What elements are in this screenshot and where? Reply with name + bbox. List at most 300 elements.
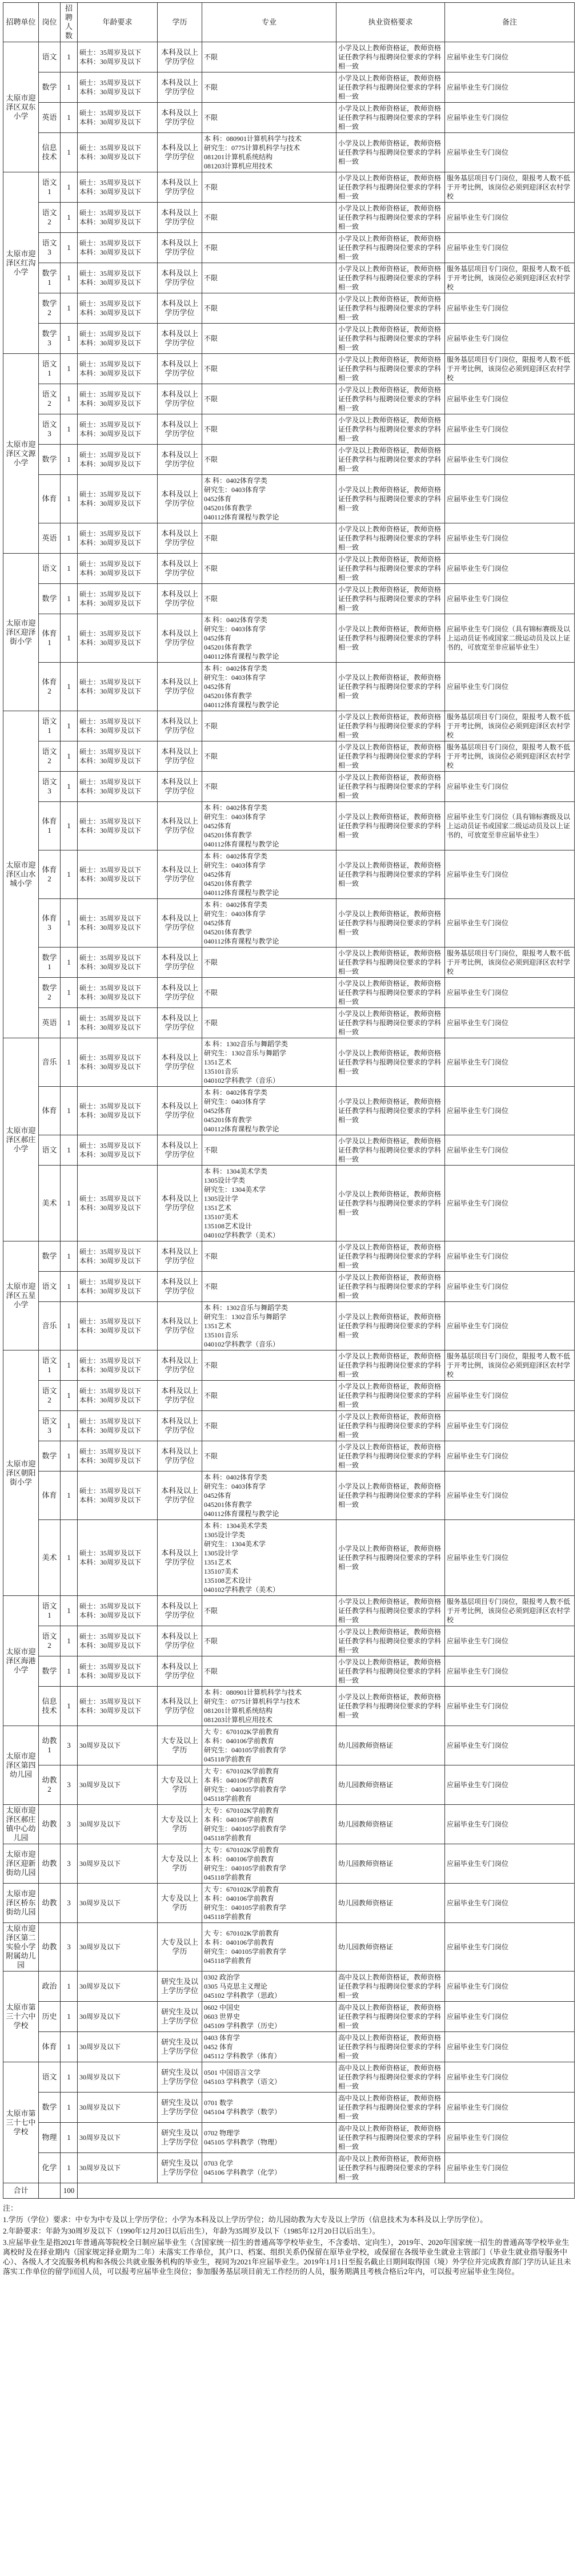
- major-cell: 本 科：0402体育学类 研究生：0403体育学 0452体育 045201体育教学 040112体育课程与教学论: [202, 475, 336, 523]
- count-cell: 1: [61, 614, 78, 663]
- age-cell: 30周岁及以下: [78, 2123, 158, 2153]
- count-cell: 1: [61, 2123, 78, 2153]
- age-cell: 硕士：35周岁及以下 本科：30周岁及以下: [78, 475, 158, 523]
- count-cell: 1: [61, 772, 78, 802]
- age-cell: 硕士：35周岁及以下 本科：30周岁及以下: [78, 948, 158, 978]
- cert-cell: 小学及以上教师资格证，教师资格证任教学科与报聘岗位要求的学科相一致: [336, 133, 445, 172]
- note-cell: 应届毕业生专门岗位: [445, 1805, 575, 1844]
- count-cell: 1: [61, 554, 78, 584]
- table-row: [3, 554, 575, 584]
- major-cell: 不限: [202, 1656, 336, 1687]
- count-cell: 1: [61, 1626, 78, 1656]
- age-cell: 硕士：35周岁及以下 本科：30周岁及以下: [78, 850, 158, 899]
- age-cell: 硕士：35周岁及以下 本科：30周岁及以下: [78, 1687, 158, 1726]
- major-cell: 本 科：1302音乐与舞蹈学类 研究生：1302音乐与舞蹈学 1351艺术 135101音乐 040102学科教学（音乐）: [202, 1302, 336, 1351]
- note-cell: 服务基层项目专门岗位，限报考人数不低于开考比例，该岗位必须到迎泽区农村学校: [445, 172, 575, 203]
- post-cell: 体育: [39, 1087, 61, 1135]
- unit-cell: 太原市迎泽区第二实验小学附属幼儿园: [3, 1923, 39, 1972]
- post-cell: 数学: [39, 1656, 61, 1687]
- major-cell: 本 科：1304美术学类 1305设计学类 研究生：1304美术学 1305设计学 1351艺术 135107美术 135108艺术设计 040102学科教学（美术）: [202, 1520, 336, 1596]
- edu-cell: 本科及以上 学历学位: [158, 293, 202, 324]
- cert-cell: 幼儿园教师资格证: [336, 1884, 445, 1923]
- post-cell: 语文: [39, 1272, 61, 1302]
- age-cell: 30周岁及以下: [78, 1805, 158, 1844]
- edu-cell: 本科及以上 学历学位: [158, 233, 202, 263]
- note-cell: 应届毕业生专门岗位: [445, 1008, 575, 1038]
- table-row: [3, 1087, 575, 1135]
- table-row: [3, 2093, 575, 2123]
- table-row: [3, 293, 575, 324]
- unit-cell: 太原市迎泽区迎新街幼儿园: [3, 1844, 39, 1884]
- major-cell: 不限: [202, 445, 336, 475]
- table-row: [3, 1626, 575, 1656]
- count-cell: 1: [61, 584, 78, 614]
- major-cell: 0403 体育学 0452 体育 045112 学科教学（体育）: [202, 2032, 336, 2062]
- table-row: [3, 2123, 575, 2153]
- cert-cell: 小学及以上教师资格证，教师资格证任教学科与报聘岗位要求的学科相一致: [336, 711, 445, 741]
- header-cell: 备注: [445, 3, 575, 42]
- cert-cell: 小学及以上教师资格证，教师资格证任教学科与报聘岗位要求的学科相一致: [336, 324, 445, 354]
- cert-cell: 高中及以上教师资格证，教师资格证任教学科与报聘岗位要求的学科相一致: [336, 2032, 445, 2062]
- post-cell: 化学: [39, 2153, 61, 2183]
- table-row: [3, 133, 575, 172]
- count-cell: 3: [61, 1923, 78, 1972]
- post-cell: 数学: [39, 1241, 61, 1272]
- edu-cell: 本科及以上 学历学位: [158, 203, 202, 233]
- post-cell: 体育: [39, 475, 61, 523]
- major-cell: 不限: [202, 263, 336, 293]
- header-cell: 招聘人数: [61, 3, 78, 42]
- unit-cell: 太原市迎泽区五星小学: [3, 1241, 39, 1351]
- post-cell: 语文: [39, 42, 61, 72]
- table-row: [3, 1972, 575, 2002]
- edu-cell: 本科及以上 学历学位: [158, 133, 202, 172]
- age-cell: 硕士：35周岁及以下 本科：30周岁及以下: [78, 614, 158, 663]
- major-cell: 大 专：670102K学前教育 本 科：040106学前教育 研究生：040105学前教育学 045118学前教育: [202, 1805, 336, 1844]
- count-cell: 1: [61, 1241, 78, 1272]
- note-cell: 应届毕业生专门岗位: [445, 133, 575, 172]
- cert-cell: 小学及以上教师资格证，教师资格证任教学科与报聘岗位要求的学科相一致: [336, 233, 445, 263]
- post-cell: 历史: [39, 2002, 61, 2032]
- cert-cell: 小学及以上教师资格证，教师资格证任教学科与报聘岗位要求的学科相一致: [336, 584, 445, 614]
- cert-cell: 小学及以上教师资格证，教师资格证任教学科与报聘岗位要求的学科相一致: [336, 741, 445, 772]
- cert-cell: 小学及以上教师资格证，教师资格证任教学科与报聘岗位要求的学科相一致: [336, 475, 445, 523]
- major-cell: 不限: [202, 554, 336, 584]
- edu-cell: 研究生及以上学历学位: [158, 2032, 202, 2062]
- post-cell: 体育1: [39, 802, 61, 850]
- age-cell: 30周岁及以下: [78, 1844, 158, 1884]
- note-cell: 应届毕业生专门岗位: [445, 1687, 575, 1726]
- age-cell: 硕士：35周岁及以下 本科：30周岁及以下: [78, 978, 158, 1008]
- age-cell: 30周岁及以下: [78, 1765, 158, 1805]
- unit-cell: 太原市迎泽区山水城小学: [3, 711, 39, 1038]
- post-cell: 体育3: [39, 899, 61, 948]
- cert-cell: 幼儿园教师资格证: [336, 1765, 445, 1805]
- post-cell: 美术: [39, 1520, 61, 1596]
- major-cell: 大 专：670102K学前教育 本 科：040106学前教育 研究生：040105学前教育学 045118学前教育: [202, 1726, 336, 1765]
- cert-cell: 高中及以上教师资格证，教师资格证任教学科与报聘岗位要求的学科相一致: [336, 2093, 445, 2123]
- age-cell: 硕士：35周岁及以下 本科：30周岁及以下: [78, 1008, 158, 1038]
- edu-cell: 本科及以上 学历学位: [158, 354, 202, 384]
- age-cell: 30周岁及以下: [78, 2062, 158, 2093]
- table-row: [3, 899, 575, 948]
- post-cell: 数学: [39, 2093, 61, 2123]
- major-cell: 不限: [202, 1272, 336, 1302]
- cert-cell: 小学及以上教师资格证，教师资格证任教学科与报聘岗位要求的学科相一致: [336, 1411, 445, 1441]
- note-cell: 应届毕业生专门岗位: [445, 1302, 575, 1351]
- count-cell: 3: [61, 1726, 78, 1765]
- unit-cell: 太原市迎泽区红沟小学: [3, 172, 39, 354]
- count-cell: 1: [61, 1166, 78, 1241]
- major-cell: 0501 中国语言文学 045103 学科教学（语文）: [202, 2062, 336, 2093]
- age-cell: 硕士：35周岁及以下 本科：30周岁及以下: [78, 663, 158, 711]
- table-row: [3, 72, 575, 103]
- count-cell: 1: [61, 293, 78, 324]
- major-cell: 大 专：670102K学前教育 本 科：040106学前教育 研究生：040105学前教育学 045118学前教育: [202, 1884, 336, 1923]
- age-cell: 硕士：35周岁及以下 本科：30周岁及以下: [78, 772, 158, 802]
- table-row: [3, 2062, 575, 2093]
- table-row: [3, 948, 575, 978]
- edu-cell: 本科及以上 学历学位: [158, 1008, 202, 1038]
- major-cell: 不限: [202, 1441, 336, 1472]
- major-cell: 不限: [202, 324, 336, 354]
- cert-cell: 小学及以上教师资格证，教师资格证任教学科与报聘岗位要求的学科相一致: [336, 384, 445, 414]
- post-cell: 信息技术: [39, 133, 61, 172]
- post-cell: 数学: [39, 445, 61, 475]
- table-row: [3, 2153, 575, 2183]
- table-row: [3, 1351, 575, 1381]
- edu-cell: 本科及以上 学历学位: [158, 711, 202, 741]
- total-count: 100: [61, 2183, 78, 2199]
- note-cell: 应届毕业生专门岗位: [445, 414, 575, 445]
- edu-cell: 研究生及以上学历学位: [158, 1972, 202, 2002]
- age-cell: 硕士：35周岁及以下 本科：30周岁及以下: [78, 1381, 158, 1411]
- table-row: [3, 1038, 575, 1087]
- post-cell: 语文3: [39, 772, 61, 802]
- cert-cell: 小学及以上教师资格证，教师资格证任教学科与报聘岗位要求的学科相一致: [336, 445, 445, 475]
- major-cell: 本 科：080901计算机科学与技术 研究生：0775计算机科学与技术 081201计算机系统结构 081203计算机应用技术: [202, 133, 336, 172]
- count-cell: 1: [61, 2093, 78, 2123]
- table-row: [3, 1272, 575, 1302]
- table-row: [3, 384, 575, 414]
- age-cell: 硕士：35周岁及以下 本科：30周岁及以下: [78, 133, 158, 172]
- post-cell: 体育2: [39, 663, 61, 711]
- post-cell: 语文1: [39, 1351, 61, 1381]
- note-cell: 应届毕业生专门岗位: [445, 772, 575, 802]
- post-cell: 体育2: [39, 850, 61, 899]
- count-cell: 3: [61, 1844, 78, 1884]
- age-cell: 硕士：35周岁及以下 本科：30周岁及以下: [78, 1441, 158, 1472]
- count-cell: 1: [61, 354, 78, 384]
- note-cell: 应届毕业生专门岗位: [445, 584, 575, 614]
- edu-cell: 研究生及以上学历学位: [158, 2153, 202, 2183]
- edu-cell: 本科及以上 学历学位: [158, 1441, 202, 1472]
- major-cell: 不限: [202, 1596, 336, 1626]
- cert-cell: 小学及以上教师资格证，教师资格证任教学科与报聘岗位要求的学科相一致: [336, 42, 445, 72]
- table-row: [3, 1381, 575, 1411]
- total-label: 合计: [3, 2183, 39, 2199]
- cert-cell: 幼儿园教师资格证: [336, 1923, 445, 1972]
- major-cell: 不限: [202, 203, 336, 233]
- post-cell: 语文1: [39, 711, 61, 741]
- major-cell: 本 科：0402体育学类 研究生：0403体育学 0452体育 045201体育教学 040112体育课程与教学论: [202, 802, 336, 850]
- age-cell: 硕士：35周岁及以下 本科：30周岁及以下: [78, 1411, 158, 1441]
- major-cell: 0702 物理学 045105 学科教学（物理）: [202, 2123, 336, 2153]
- major-cell: 不限: [202, 1351, 336, 1381]
- cert-cell: 高中及以上教师资格证，教师资格证任教学科与报聘岗位要求的学科相一致: [336, 2123, 445, 2153]
- count-cell: 1: [61, 1302, 78, 1351]
- post-cell: 信息技术: [39, 1687, 61, 1726]
- edu-cell: 本科及以上 学历学位: [158, 1656, 202, 1687]
- note-cell: 服务基层项目专门岗位，限报考人数不低于开考比例，该岗位必须到迎泽区农村学校: [445, 711, 575, 741]
- age-cell: 硕士：35周岁及以下 本科：30周岁及以下: [78, 384, 158, 414]
- note-cell: 应届毕业生专门岗位: [445, 850, 575, 899]
- count-cell: 1: [61, 103, 78, 133]
- age-cell: 硕士：35周岁及以下 本科：30周岁及以下: [78, 899, 158, 948]
- note-cell: 应届毕业生专门岗位: [445, 523, 575, 554]
- post-cell: 幼教: [39, 1844, 61, 1884]
- table-row: [3, 1596, 575, 1626]
- note-cell: 服务基层项目专门岗位，限报考人数不低于开考比例，该岗位必须到迎泽区农村学校: [445, 354, 575, 384]
- age-cell: 硕士：35周岁及以下 本科：30周岁及以下: [78, 203, 158, 233]
- major-cell: 不限: [202, 1241, 336, 1272]
- post-cell: 语文: [39, 1135, 61, 1166]
- note-cell: 应届毕业生专门岗位: [445, 1411, 575, 1441]
- unit-cell: 太原市迎泽区文源小学: [3, 354, 39, 554]
- edu-cell: 本科及以上 学历学位: [158, 978, 202, 1008]
- post-cell: 语文2: [39, 741, 61, 772]
- count-cell: 3: [61, 1765, 78, 1805]
- post-cell: 幼教2: [39, 1765, 61, 1805]
- post-cell: 数学2: [39, 978, 61, 1008]
- age-cell: 30周岁及以下: [78, 2153, 158, 2183]
- count-cell: 1: [61, 172, 78, 203]
- footnote-line: 3.应届毕业生是指2021年普通高等院校全日制应届毕业生（含国家统一招生的普通高等学校毕业生，不含委培、定向生），2019年、2020年国家统一招生的普通高等学校毕业生离校时及在择业期内（国家规定择业期为二年）未落实工作单位，其户口、档案、组织关系仍保留在原毕业学校，或保留在各级毕业生就业主管部门（毕业生就业指导服务中心）、各级人才交流服务机构和各级公共就业服务机构的毕业生，视同为2021年应届毕业生。2019年1月1日至报名截止日期间取得国（境）外学位并完成教育部门学历认证且未落实工作单位的留学回国人员，可以报考应届毕业生岗位；参加服务基层项目前无工作经历的人员，服务期满且考核合格后2年内，可以报考应届毕业生岗位。: [3, 2238, 571, 2276]
- post-cell: 语文2: [39, 203, 61, 233]
- note-cell: 应届毕业生专门岗位: [445, 1381, 575, 1411]
- count-cell: 1: [61, 475, 78, 523]
- edu-cell: 本科及以上 学历学位: [158, 772, 202, 802]
- major-cell: 不限: [202, 354, 336, 384]
- note-cell: 应届毕业生专门岗位: [445, 1038, 575, 1087]
- cert-cell: 小学及以上教师资格证，教师资格证任教学科与报聘岗位要求的学科相一致: [336, 1272, 445, 1302]
- major-cell: 本 科：0402体育学类 研究生：0403体育学 0452体育 045201体育教学 040112体育课程与教学论: [202, 663, 336, 711]
- cert-cell: 小学及以上教师资格证，教师资格证任教学科与报聘岗位要求的学科相一致: [336, 293, 445, 324]
- edu-cell: 本科及以上 学历学位: [158, 324, 202, 354]
- major-cell: 本 科：0402体育学类 研究生：0403体育学 0452体育 045201体育教学 040112体育课程与教学论: [202, 850, 336, 899]
- cert-cell: 小学及以上教师资格证，教师资格证任教学科与报聘岗位要求的学科相一致: [336, 414, 445, 445]
- age-cell: 硕士：35周岁及以下 本科：30周岁及以下: [78, 1166, 158, 1241]
- note-cell: 应届毕业生专门岗位: [445, 1656, 575, 1687]
- edu-cell: 本科及以上 学历学位: [158, 1087, 202, 1135]
- table-row: [3, 324, 575, 354]
- edu-cell: 本科及以上 学历学位: [158, 523, 202, 554]
- note-cell: 应届毕业生专门岗位: [445, 293, 575, 324]
- age-cell: 30周岁及以下: [78, 2002, 158, 2032]
- major-cell: 不限: [202, 523, 336, 554]
- major-cell: 大 专：670102K学前教育 本 科：040106学前教育 研究生：040105学前教育学 045118学前教育: [202, 1765, 336, 1805]
- table-row: [3, 1765, 575, 1805]
- table-row: [3, 1166, 575, 1241]
- count-cell: 1: [61, 1687, 78, 1726]
- count-cell: 3: [61, 1884, 78, 1923]
- table-row: [3, 475, 575, 523]
- major-cell: 不限: [202, 1135, 336, 1166]
- major-cell: 本 科：0402体育学类 研究生：0403体育学 0452体育 045201体育教学 040112体育课程与教学论: [202, 899, 336, 948]
- cert-cell: 小学及以上教师资格证，教师资格证任教学科与报聘岗位要求的学科相一致: [336, 1008, 445, 1038]
- major-cell: 不限: [202, 414, 336, 445]
- post-cell: 数学2: [39, 293, 61, 324]
- post-cell: 数学: [39, 1441, 61, 1472]
- age-cell: 硕士：35周岁及以下 本科：30周岁及以下: [78, 1302, 158, 1351]
- table-row: [3, 1884, 575, 1923]
- major-cell: 本 科：0402体育学类 研究生：0403体育学 0452体育 045201体育教学 040112体育课程与教学论: [202, 614, 336, 663]
- edu-cell: 大专及以上学历: [158, 1805, 202, 1844]
- edu-cell: 大专及以上学历: [158, 1844, 202, 1884]
- table-row: [3, 1805, 575, 1844]
- cert-cell: 小学及以上教师资格证，教师资格证任教学科与报聘岗位要求的学科相一致: [336, 1520, 445, 1596]
- table-row: [3, 978, 575, 1008]
- note-cell: 服务基层项目专门岗位，限报考人数不低于开考比例，该岗位必须到迎泽区农村学校: [445, 741, 575, 772]
- cert-cell: 小学及以上教师资格证，教师资格证任教学科与报聘岗位要求的学科相一致: [336, 1166, 445, 1241]
- note-cell: 服务基层项目专门岗位，限报考人数不低于开考比例，该岗位必须到迎泽区农村学校: [445, 1596, 575, 1626]
- cert-cell: 幼儿园教师资格证: [336, 1844, 445, 1884]
- note-cell: 应届毕业生专门岗位: [445, 475, 575, 523]
- age-cell: 硕士：35周岁及以下 本科：30周岁及以下: [78, 1241, 158, 1272]
- table-row: [3, 1135, 575, 1166]
- post-cell: 语文2: [39, 384, 61, 414]
- note-cell: 应届毕业生专门岗位: [445, 1923, 575, 1972]
- age-cell: 硕士：35周岁及以下 本科：30周岁及以下: [78, 414, 158, 445]
- edu-cell: 本科及以上 学历学位: [158, 741, 202, 772]
- table-row: [3, 802, 575, 850]
- cert-cell: 小学及以上教师资格证，教师资格证任教学科与报聘岗位要求的学科相一致: [336, 1087, 445, 1135]
- count-cell: 1: [61, 1351, 78, 1381]
- edu-cell: 研究生及以上学历学位: [158, 2093, 202, 2123]
- post-cell: 音乐: [39, 1038, 61, 1087]
- table-row: [3, 614, 575, 663]
- cert-cell: 小学及以上教师资格证，教师资格证任教学科与报聘岗位要求的学科相一致: [336, 1381, 445, 1411]
- cert-cell: 小学及以上教师资格证，教师资格证任教学科与报聘岗位要求的学科相一致: [336, 1241, 445, 1272]
- note-cell: 应届毕业生专门岗位: [445, 1844, 575, 1884]
- count-cell: 1: [61, 1520, 78, 1596]
- major-cell: 不限: [202, 103, 336, 133]
- count-cell: 1: [61, 414, 78, 445]
- age-cell: 硕士：35周岁及以下 本科：30周岁及以下: [78, 1351, 158, 1381]
- cert-cell: 高中及以上教师资格证，教师资格证任教学科与报聘岗位要求的学科相一致: [336, 1972, 445, 2002]
- cert-cell: 高中及以上教师资格证，教师资格证任教学科与报聘岗位要求的学科相一致: [336, 2062, 445, 2093]
- edu-cell: 大专及以上学历: [158, 1884, 202, 1923]
- count-cell: 1: [61, 741, 78, 772]
- post-cell: 幼教1: [39, 1726, 61, 1765]
- major-cell: 不限: [202, 1411, 336, 1441]
- age-cell: 硕士：35周岁及以下 本科：30周岁及以下: [78, 1626, 158, 1656]
- major-cell: 0302 政治学 0305 马克思主义理论 045102 学科教学（思政）: [202, 1972, 336, 2002]
- major-cell: 不限: [202, 384, 336, 414]
- age-cell: 硕士：35周岁及以下 本科：30周岁及以下: [78, 1135, 158, 1166]
- age-cell: 硕士：35周岁及以下 本科：30周岁及以下: [78, 802, 158, 850]
- total-empty-cell: [39, 2183, 61, 2199]
- major-cell: 不限: [202, 584, 336, 614]
- total-filler-cell: [78, 2183, 575, 2199]
- cert-cell: 小学及以上教师资格证，教师资格证任教学科与报聘岗位要求的学科相一致: [336, 1687, 445, 1726]
- cert-cell: 小学及以上教师资格证，教师资格证任教学科与报聘岗位要求的学科相一致: [336, 1472, 445, 1520]
- count-cell: 1: [61, 1441, 78, 1472]
- note-cell: 应届毕业生专门岗位: [445, 2032, 575, 2062]
- table-row: [3, 1441, 575, 1472]
- footnote-line: 2.年龄要求：年龄为30周岁及以下（1990年12月20日以后出生），年龄为35周岁及以下（1985年12月20日以后出生）。: [3, 2227, 380, 2235]
- note-cell: 应届毕业生专门岗位: [445, 1241, 575, 1272]
- post-cell: 数学1: [39, 948, 61, 978]
- major-cell: 不限: [202, 233, 336, 263]
- count-cell: 1: [61, 1656, 78, 1687]
- unit-cell: 太原市第三十六中学校: [3, 1972, 39, 2062]
- edu-cell: 研究生及以上学历学位: [158, 2002, 202, 2032]
- post-cell: 数学: [39, 72, 61, 103]
- post-cell: 英语: [39, 1008, 61, 1038]
- post-cell: 语文3: [39, 414, 61, 445]
- note-cell: 服务基层项目专门岗位，限报考人数不低于开考比例，该岗位必须到迎泽区农村学校: [445, 1351, 575, 1381]
- edu-cell: 本科及以上 学历学位: [158, 802, 202, 850]
- edu-cell: 研究生及以上学历学位: [158, 2062, 202, 2093]
- note-cell: 应届毕业生专门岗位: [445, 1520, 575, 1596]
- footnotes: [3, 2203, 574, 2276]
- note-cell: 应届毕业生专门岗位: [445, 1135, 575, 1166]
- age-cell: 30周岁及以下: [78, 2032, 158, 2062]
- edu-cell: 本科及以上 学历学位: [158, 663, 202, 711]
- count-cell: 1: [61, 2032, 78, 2062]
- age-cell: 30周岁及以下: [78, 1923, 158, 1972]
- major-cell: 不限: [202, 42, 336, 72]
- cert-cell: 高中及以上教师资格证，教师资格证任教学科与报聘岗位要求的学科相一致: [336, 2153, 445, 2183]
- major-cell: 不限: [202, 72, 336, 103]
- post-cell: 英语: [39, 103, 61, 133]
- table-row: [3, 414, 575, 445]
- post-cell: 数学3: [39, 324, 61, 354]
- table-row: [3, 523, 575, 554]
- post-cell: 幼教: [39, 1884, 61, 1923]
- table-row: [3, 1008, 575, 1038]
- count-cell: 1: [61, 523, 78, 554]
- cert-cell: 幼儿园教师资格证: [336, 1805, 445, 1844]
- table-row: [3, 772, 575, 802]
- major-cell: 本 科：0402体育学类 研究生：0403体育学 0452体育 045201体育教学 040112体育课程与教学论: [202, 1472, 336, 1520]
- count-cell: 1: [61, 263, 78, 293]
- edu-cell: 本科及以上 学历学位: [158, 445, 202, 475]
- major-cell: 本 科：1302音乐与舞蹈学类 研究生：1302音乐与舞蹈学 1351艺术 135101音乐 040102学科教学（音乐）: [202, 1038, 336, 1087]
- count-cell: 1: [61, 1472, 78, 1520]
- major-cell: 大 专：670102K学前教育 本 科：040106学前教育 研究生：040105学前教育学 045118学前教育: [202, 1844, 336, 1884]
- post-cell: 体育: [39, 1472, 61, 1520]
- edu-cell: 本科及以上 学历学位: [158, 1038, 202, 1087]
- cert-cell: 小学及以上教师资格证，教师资格证任教学科与报聘岗位要求的学科相一致: [336, 523, 445, 554]
- note-cell: 应届毕业生专门岗位: [445, 1472, 575, 1520]
- note-cell: 应届毕业生专门岗位: [445, 2002, 575, 2032]
- major-cell: 不限: [202, 1626, 336, 1656]
- major-cell: 不限: [202, 772, 336, 802]
- age-cell: 硕士：35周岁及以下 本科：30周岁及以下: [78, 584, 158, 614]
- age-cell: 30周岁及以下: [78, 1726, 158, 1765]
- cert-cell: 高中及以上教师资格证，教师资格证任教学科与报聘岗位要求的学科相一致: [336, 2002, 445, 2032]
- age-cell: 30周岁及以下: [78, 2093, 158, 2123]
- note-cell: 应届毕业生专门岗位: [445, 1765, 575, 1805]
- edu-cell: 本科及以上 学历学位: [158, 263, 202, 293]
- note-cell: 应届毕业生专门岗位: [445, 2153, 575, 2183]
- age-cell: 硕士：35周岁及以下 本科：30周岁及以下: [78, 293, 158, 324]
- note-cell: 服务基层项目专门岗位，限报考人数不低于开考比例，该岗位必须到迎泽区农村学校: [445, 948, 575, 978]
- table-row: [3, 1472, 575, 1520]
- post-cell: 数学1: [39, 263, 61, 293]
